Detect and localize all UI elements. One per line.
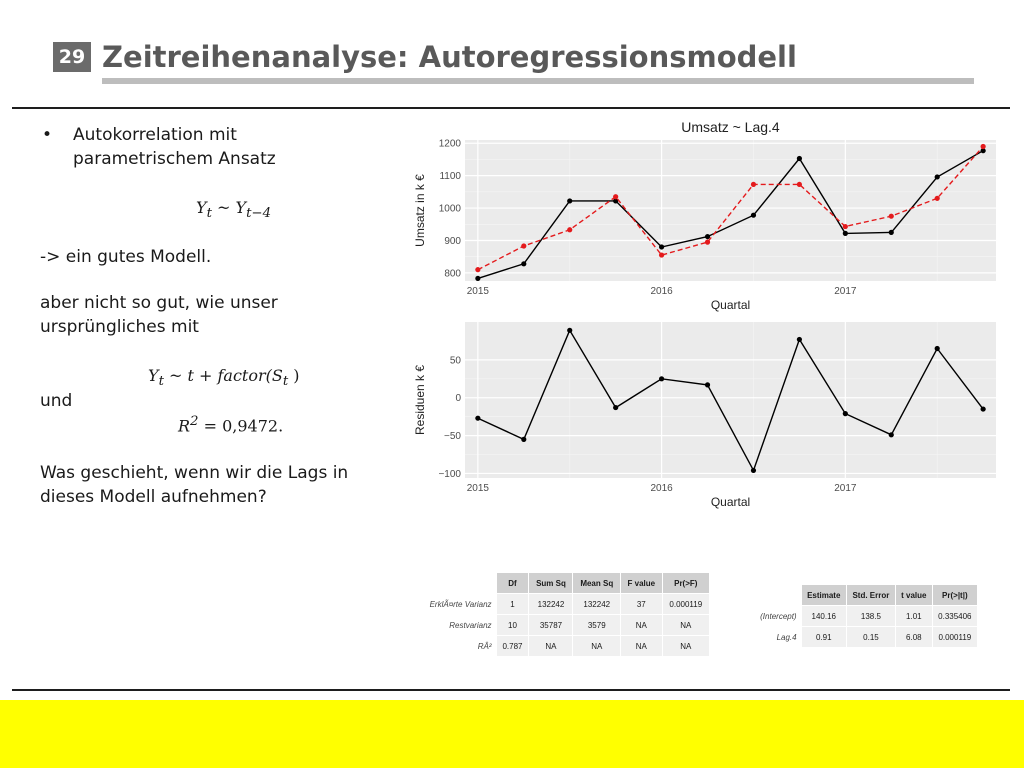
data-point bbox=[981, 144, 986, 149]
data-point bbox=[935, 174, 940, 179]
plot-panel bbox=[465, 140, 996, 281]
formula1-ylag-sub: t−4 bbox=[246, 206, 272, 222]
anova-col-header: Mean Sq bbox=[573, 573, 621, 594]
table-cell: 0.787 bbox=[496, 636, 529, 657]
anova-header-row bbox=[416, 573, 710, 594]
formula1-y-sub: t bbox=[206, 206, 212, 222]
data-point bbox=[567, 227, 572, 232]
data-point bbox=[613, 194, 618, 199]
table-cell: NA bbox=[529, 636, 573, 657]
anova-col-header: Pr(>F) bbox=[662, 573, 709, 594]
table-cell: 140.16 bbox=[801, 606, 846, 627]
data-point bbox=[889, 214, 894, 219]
anova-col-header: F value bbox=[621, 573, 663, 594]
coef-col-header: Std. Error bbox=[846, 585, 895, 606]
formula2-rest: ~ t + factor(S bbox=[163, 366, 283, 385]
table-cell: 37 bbox=[621, 594, 663, 615]
table-cell: 1.01 bbox=[895, 606, 932, 627]
table-cell: 0.335406 bbox=[932, 606, 977, 627]
table-cell: 3579 bbox=[573, 615, 621, 636]
x-tick-label: 2015 bbox=[466, 483, 489, 494]
chart-title: Umsatz ~ Lag.4 bbox=[681, 119, 780, 135]
aber-line-2: ursprüngliches mit bbox=[40, 317, 199, 337]
data-point bbox=[889, 230, 894, 235]
coef-row-label: (Intercept) bbox=[753, 606, 802, 627]
coef-col-header: t value bbox=[895, 585, 932, 606]
table-cell: 0.000119 bbox=[662, 594, 709, 615]
data-point bbox=[521, 437, 526, 442]
x-tick-label: 2017 bbox=[834, 286, 857, 297]
table-row bbox=[416, 615, 710, 636]
data-point bbox=[705, 382, 710, 387]
table-cell: 6.08 bbox=[895, 627, 932, 648]
x-tick-label: 2017 bbox=[834, 483, 857, 494]
coef-row-label: Lag.4 bbox=[753, 627, 802, 648]
coef-col-header: Estimate bbox=[801, 585, 846, 606]
table-row bbox=[416, 594, 710, 615]
anova-row-label: ErklÃ¤rte Varianz bbox=[416, 594, 497, 615]
data-point bbox=[797, 156, 802, 161]
y-axis-title: Residuen k € bbox=[413, 364, 427, 436]
question-line-1: Was geschieht, wenn wir die Lags in bbox=[40, 463, 349, 483]
coef-col-header: Pr(>|t|) bbox=[932, 585, 977, 606]
data-point bbox=[475, 416, 480, 421]
data-point bbox=[889, 432, 894, 437]
y-tick-label: 900 bbox=[444, 235, 461, 247]
table-cell: NA bbox=[662, 636, 709, 657]
anova-col-header: Sum Sq bbox=[529, 573, 573, 594]
table-row bbox=[416, 636, 710, 657]
data-point bbox=[981, 406, 986, 411]
table-row bbox=[753, 606, 978, 627]
data-point bbox=[567, 198, 572, 203]
coef-header-row bbox=[753, 585, 978, 606]
und-word: und bbox=[40, 391, 73, 411]
table-cell: 132242 bbox=[573, 594, 621, 615]
y-tick-label: 50 bbox=[449, 355, 461, 367]
coefficient-table bbox=[752, 584, 978, 648]
bottom-rule bbox=[12, 689, 1010, 691]
table-cell: NA bbox=[662, 615, 709, 636]
y-tick-label: −100 bbox=[438, 468, 461, 480]
data-point bbox=[705, 234, 710, 239]
anova-col-header: Df bbox=[496, 573, 529, 594]
r-squared bbox=[178, 414, 283, 435]
data-point bbox=[567, 328, 572, 333]
x-tick-label: 2016 bbox=[650, 286, 673, 297]
aber-line-1: aber nicht so gut, wie unser bbox=[40, 293, 278, 313]
table-cell: 0.91 bbox=[801, 627, 846, 648]
r2-base: R bbox=[178, 416, 191, 436]
formula-original-model bbox=[148, 366, 300, 389]
table-cell: 35787 bbox=[529, 615, 573, 636]
data-point bbox=[843, 224, 848, 229]
residuals-chart bbox=[410, 318, 1010, 518]
table-cell: 0.000119 bbox=[932, 627, 977, 648]
table-cell: 132242 bbox=[529, 594, 573, 615]
data-point bbox=[843, 411, 848, 416]
table-cell: NA bbox=[621, 615, 663, 636]
table-cell: NA bbox=[621, 636, 663, 657]
y-tick-label: 1100 bbox=[439, 171, 461, 183]
r2-sup: 2 bbox=[190, 414, 199, 429]
x-tick-label: 2016 bbox=[650, 483, 673, 494]
top-rule bbox=[12, 107, 1010, 109]
good-model-line: -> ein gutes Modell. bbox=[40, 247, 212, 267]
formula2-s-sub: t bbox=[282, 374, 289, 390]
anova-row-label: Restvarianz bbox=[416, 615, 497, 636]
data-point bbox=[659, 376, 664, 381]
anova-row-label: RÂ² bbox=[416, 636, 497, 657]
data-point bbox=[521, 243, 526, 248]
question-line-2: dieses Modell aufnehmen? bbox=[40, 487, 267, 507]
formula-lag-model bbox=[196, 198, 271, 221]
table-cell: 1 bbox=[496, 594, 529, 615]
table-cell: 0.15 bbox=[846, 627, 895, 648]
data-point bbox=[659, 244, 664, 249]
bullet-marker: • bbox=[42, 125, 53, 145]
formula1-ylag: Y bbox=[235, 198, 247, 217]
data-point bbox=[475, 276, 480, 281]
data-point bbox=[751, 468, 756, 473]
table-cell: 10 bbox=[496, 615, 529, 636]
title-underline bbox=[102, 78, 974, 84]
data-point bbox=[935, 346, 940, 351]
data-point bbox=[843, 231, 848, 236]
data-point bbox=[475, 267, 480, 272]
formula2-y-sub: t bbox=[158, 374, 164, 390]
anova-table bbox=[415, 572, 710, 657]
formula2-y: Y bbox=[148, 366, 159, 385]
data-point bbox=[751, 182, 756, 187]
x-axis-title: Quartal bbox=[710, 495, 751, 509]
formula2-close: ) bbox=[288, 366, 300, 385]
y-tick-label: 1200 bbox=[438, 138, 461, 150]
y-tick-label: −50 bbox=[444, 431, 461, 443]
bullet-line-1: Autokorrelation mit bbox=[73, 125, 237, 145]
table-cell: 138.5 bbox=[846, 606, 895, 627]
footer-bar bbox=[0, 700, 1024, 768]
slide-title: Zeitreihenanalyse: Autoregressionsmodell bbox=[102, 40, 797, 74]
data-point bbox=[751, 213, 756, 218]
y-tick-label: 0 bbox=[455, 393, 461, 405]
y-tick-label: 1000 bbox=[438, 203, 461, 215]
data-point bbox=[797, 182, 802, 187]
coef-corner bbox=[753, 585, 802, 606]
r2-value: = 0,9472. bbox=[198, 416, 284, 436]
data-point bbox=[797, 337, 802, 342]
data-point bbox=[705, 240, 710, 245]
formula1-tilde: ~ bbox=[211, 198, 236, 217]
data-point bbox=[613, 405, 618, 410]
bullet-line-2: parametrischem Ansatz bbox=[73, 149, 276, 169]
slide-number: 29 bbox=[53, 42, 91, 72]
y-axis-title: Umsatz in k € bbox=[413, 174, 427, 247]
data-point bbox=[659, 252, 664, 257]
table-cell: NA bbox=[573, 636, 621, 657]
y-tick-label: 800 bbox=[444, 268, 461, 280]
table-row bbox=[753, 627, 978, 648]
umsatz-lag-chart bbox=[410, 115, 1010, 315]
data-point bbox=[935, 196, 940, 201]
data-point bbox=[521, 261, 526, 266]
x-axis-title: Quartal bbox=[710, 298, 751, 312]
x-tick-label: 2015 bbox=[466, 286, 489, 297]
formula1-y: Y bbox=[196, 198, 207, 217]
anova-corner bbox=[416, 573, 497, 594]
